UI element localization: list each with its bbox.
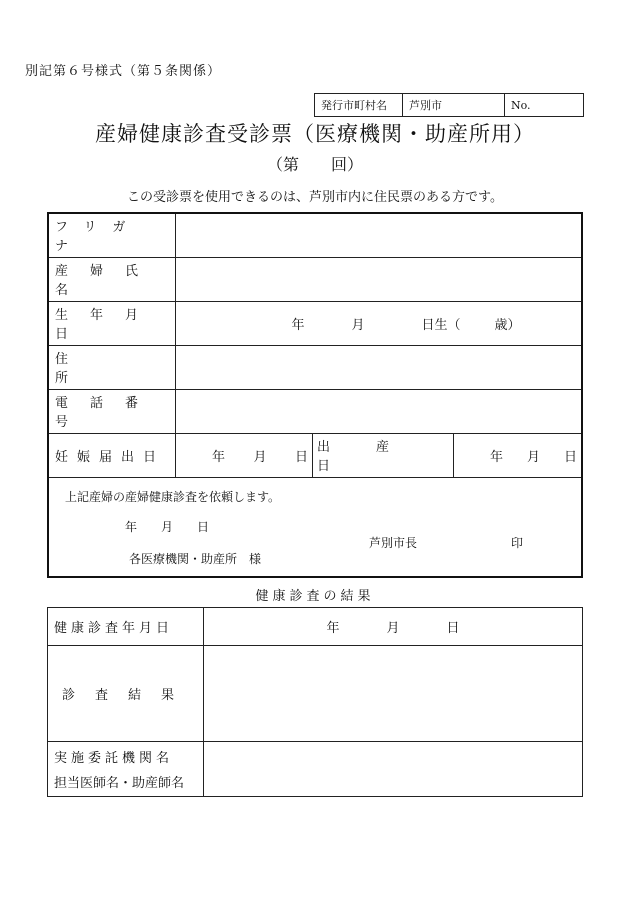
label-furigana-text: フリガナ (55, 220, 142, 255)
field-birth-date[interactable] (454, 433, 583, 477)
exam-year: 年 (326, 621, 340, 636)
label-name-text: 産婦氏名 (55, 264, 161, 298)
row-exam-result (48, 646, 583, 742)
request-area (49, 478, 581, 576)
field-exam-result[interactable] (204, 646, 583, 742)
dob-month: 月 (351, 317, 365, 333)
label-dob (48, 301, 176, 345)
issuer-label: 発行市町村名 (315, 94, 403, 116)
row-name (48, 257, 582, 301)
preg-report-date-parts (176, 446, 312, 465)
exam-date-parts (204, 617, 582, 636)
label-birth-text: 出産日 (317, 440, 436, 474)
row-address (48, 345, 582, 389)
patient-info-table (47, 212, 583, 578)
request-text: 上記産婦の産婦健康診査を依頼します。 (65, 489, 281, 504)
label-phone-text: 電話番号 (55, 396, 161, 430)
row-furigana (48, 213, 582, 257)
field-name[interactable] (176, 257, 583, 301)
label-institution-text: 実施委託機関名 (54, 751, 174, 766)
birth-date-parts (454, 446, 581, 465)
issuer-box (314, 93, 584, 117)
row-phone (48, 389, 582, 433)
birth-year: 年 (490, 449, 504, 465)
label-exam-date-text: 健康診査年月日 (54, 621, 174, 636)
field-furigana[interactable] (176, 213, 583, 257)
label-birth (313, 433, 454, 477)
row-dates (48, 433, 582, 477)
results-title: 健康診査の結果 (255, 589, 375, 604)
preg-day: 日 (294, 449, 308, 465)
page-title: 産婦健康診査受診票（医療機関・助産所用） (95, 122, 535, 146)
issuer-city: 芦別市 (403, 94, 505, 116)
dob-age: 歳） (494, 317, 521, 333)
preg-year: 年 (212, 449, 226, 465)
birth-month: 月 (526, 449, 540, 465)
field-preg-report-date[interactable] (176, 433, 313, 477)
label-address-text: 住所 (55, 352, 157, 386)
mayor-name: 芦別市長 (369, 535, 418, 550)
request-date[interactable]: 年 月 日 (125, 519, 210, 534)
row-request (48, 477, 582, 577)
dob-day: 日生（ (421, 317, 461, 333)
results-table (47, 607, 583, 797)
label-preg-report (48, 433, 176, 477)
dob-fields (176, 314, 581, 333)
birth-day: 日 (563, 449, 577, 465)
label-exam-date (48, 608, 204, 646)
field-phone[interactable] (176, 389, 583, 433)
row-institution (48, 742, 583, 797)
field-dob[interactable] (176, 301, 583, 345)
label-exam-result (48, 646, 204, 742)
label-furigana (48, 213, 176, 257)
label-dob-text: 生年月日 (55, 308, 161, 342)
preg-month: 月 (253, 449, 267, 465)
seal-mark: 印 (511, 535, 524, 550)
row-exam-date (48, 608, 583, 646)
label-preg-report-text: 妊娠届出日 (55, 449, 166, 465)
request-cell (48, 477, 582, 577)
field-institution[interactable] (204, 742, 583, 797)
label-doctor-text: 担当医師名・助産師名 (54, 776, 185, 791)
label-address (48, 345, 176, 389)
label-name (48, 257, 176, 301)
visit-number: （第 回） (266, 155, 363, 174)
dob-year: 年 (291, 317, 305, 333)
field-exam-date[interactable] (204, 608, 583, 646)
label-institution (48, 742, 204, 797)
request-recipient: 各医療機関・助産所 様 (129, 551, 262, 566)
field-address[interactable] (176, 345, 583, 389)
label-phone (48, 389, 176, 433)
row-dob (48, 301, 582, 345)
eligibility-notice: この受診票を使用できるのは、芦別市内に住民票のある方です。 (127, 190, 503, 205)
exam-day: 日 (446, 621, 460, 636)
label-exam-result-text: 診査結果 (62, 688, 195, 703)
issuer-number[interactable]: No. (511, 98, 531, 112)
exam-month: 月 (386, 621, 400, 636)
form-reference: 別記第６号様式（第５条関係） (25, 64, 222, 79)
